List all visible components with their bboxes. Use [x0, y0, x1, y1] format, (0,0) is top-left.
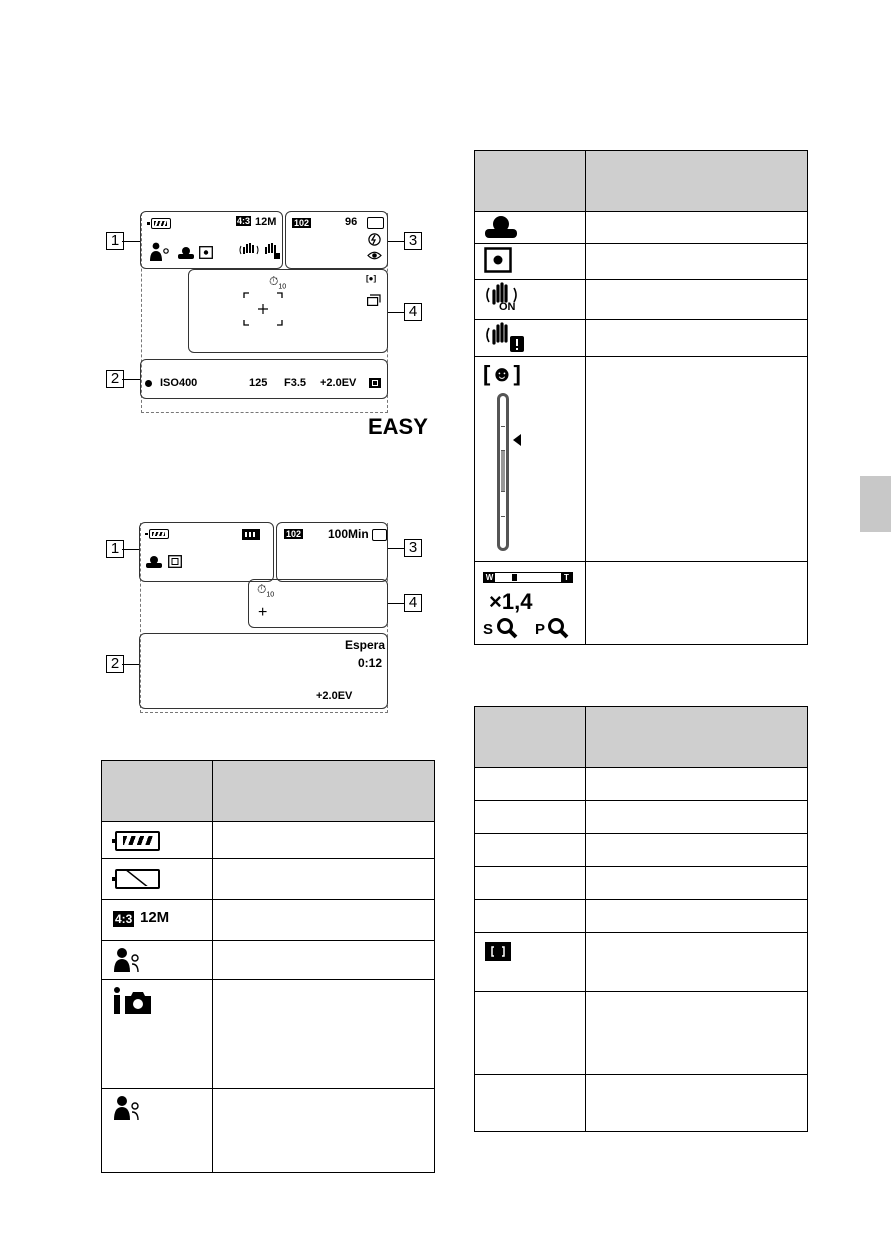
spot-metering-icon [484, 247, 512, 273]
af-range-finder-frame [243, 292, 283, 326]
zoom-tele-label: T [561, 573, 572, 582]
callout-1-movie: 1 [106, 540, 124, 558]
steadyshot-icon [239, 242, 259, 260]
row-divider [102, 979, 434, 980]
precision-zoom-icon [547, 617, 569, 639]
battery-empty-icon [115, 869, 160, 889]
row-divider [475, 1074, 807, 1075]
callout-line-4 [388, 312, 404, 313]
row-divider [475, 991, 807, 992]
af-center-cross: + [258, 604, 268, 621]
af-lock-indicator [145, 380, 152, 387]
row-divider [475, 356, 807, 357]
recording-elapsed: 0:12 [358, 656, 383, 670]
metering-mode-icon [369, 378, 381, 388]
lcd-diagram-movie [100, 515, 440, 715]
self-timer-icon: $⏱_{10}$ [257, 582, 275, 599]
burst-icon [367, 294, 382, 306]
row-divider [102, 1088, 434, 1089]
face-detect-off-icon: [●] [366, 274, 377, 283]
lcd-group-2 [140, 359, 388, 399]
column-divider [212, 761, 213, 1172]
recording-time-remaining: 100Min [328, 527, 369, 541]
lcd-group-4 [188, 269, 388, 353]
red-eye-icon [367, 250, 382, 261]
row-divider [475, 833, 807, 834]
icon-table-right-bottom [474, 706, 808, 1132]
movie-group-3 [276, 522, 388, 582]
af-frame-icon [485, 942, 511, 961]
callout-line-2-movie [122, 664, 139, 665]
callout-4: 4 [404, 303, 422, 321]
movie-group-1 [139, 522, 274, 582]
callout-2-movie: 2 [106, 655, 124, 673]
aspect-badge: 4:3 [115, 912, 133, 926]
zoom-scale-bar [483, 572, 573, 583]
scene-recognition-icon [149, 242, 171, 262]
callout-4-movie: 4 [404, 594, 422, 612]
self-timer-icon: $⏱_{10}$ [269, 274, 287, 291]
memory-card-icon [367, 217, 384, 229]
camera-shake-warning-icon [484, 322, 528, 354]
smile-level-marker [513, 434, 521, 446]
movie-group-4 [248, 579, 388, 628]
image-size: 12M [255, 216, 277, 228]
recording-status: Espera [345, 638, 386, 652]
icon-table-right-top [474, 150, 808, 645]
folder-number: 102 [286, 529, 302, 539]
row-divider [102, 940, 434, 941]
row-divider [475, 243, 807, 244]
memory-card-icon [372, 529, 387, 541]
spot-metering-icon [199, 246, 213, 259]
callout-1: 1 [106, 232, 124, 250]
dro-icon [145, 555, 163, 569]
smart-zoom-label: S [483, 621, 494, 638]
easy-logo: EASY [368, 414, 428, 439]
intelligent-auto-icon [113, 986, 153, 1016]
callout-line-3-movie [388, 548, 404, 549]
callout-line-3 [388, 241, 404, 242]
battery-icon [151, 218, 171, 229]
row-divider [475, 561, 807, 562]
zoom-wide-label: W [485, 573, 494, 582]
row-divider [102, 821, 434, 822]
column-divider [585, 151, 586, 644]
row-divider [475, 319, 807, 320]
icon-table-left [101, 760, 435, 1173]
column-divider [585, 707, 586, 1131]
scene-recognition-icon [113, 1095, 141, 1121]
steadyshot-on-label: ON [499, 301, 516, 313]
iso-value: ISO400 [160, 377, 198, 389]
shutter-speed: 125 [249, 377, 268, 389]
aspect-badge: 4:3 [237, 216, 251, 226]
movie-group-2 [139, 633, 388, 709]
callout-line-2 [122, 379, 140, 380]
timer-sub: 10 [278, 283, 287, 291]
row-divider [475, 211, 807, 212]
battery-icon [149, 529, 169, 539]
movie-quality-icon [242, 529, 260, 540]
row-divider [475, 899, 807, 900]
battery-full-icon [115, 831, 160, 851]
precision-zoom-label: P [535, 621, 546, 638]
exposure-value: +2.0EV [316, 690, 353, 702]
table-header [475, 151, 807, 212]
lcd-diagram-still [100, 205, 440, 415]
table-header [102, 761, 434, 822]
zoom-scale-value: ×1,4 [489, 589, 533, 614]
callout-line-1 [122, 241, 140, 242]
callout-3: 3 [404, 232, 422, 250]
row-divider [475, 767, 807, 768]
smile-sensitivity-meter [497, 393, 509, 551]
row-divider [102, 899, 434, 900]
side-tab [860, 476, 891, 532]
table-header [475, 707, 807, 768]
smart-zoom-icon [496, 617, 518, 639]
image-size-label: 12M [140, 909, 170, 926]
shots-remaining: 96 [345, 216, 358, 228]
callout-2: 2 [106, 370, 124, 388]
multi-metering-icon [168, 555, 182, 568]
exposure-value: +2.0EV [320, 377, 357, 389]
row-divider [475, 932, 807, 933]
shake-warning-icon [261, 242, 281, 260]
scene-recognition-icon [113, 947, 141, 973]
dro-icon [177, 246, 195, 260]
timer-sub: 10 [266, 591, 275, 599]
zoom-position-marker [512, 574, 517, 581]
row-divider [475, 800, 807, 801]
flash-off-icon [368, 233, 381, 246]
callout-line-4-movie [388, 603, 404, 604]
folder-number: 102 [294, 218, 310, 228]
row-divider [475, 866, 807, 867]
aperture-value: F3.5 [284, 377, 307, 389]
row-divider [475, 279, 807, 280]
row-divider [102, 858, 434, 859]
lcd-group-3 [285, 211, 388, 269]
dro-icon [484, 215, 518, 239]
smile-shutter-icon: [☻] [483, 361, 521, 386]
callout-3-movie: 3 [404, 539, 422, 557]
lcd-group-1 [140, 211, 283, 269]
callout-line-1-movie [122, 549, 139, 550]
